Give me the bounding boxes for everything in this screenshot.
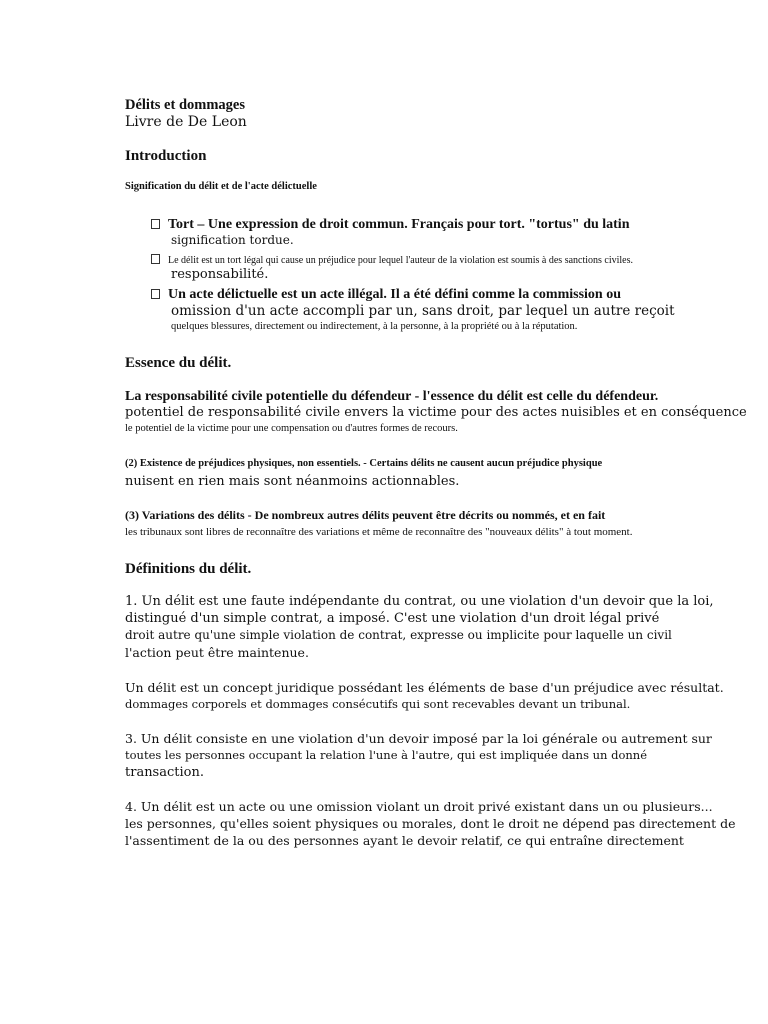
variations-line-2: les tribunaux sont libres de reconnaître des variations et même de reconnaître des "nouveaux délits" à tout moment.: [125, 526, 633, 538]
existence-line-1: (2) Existence de préjudices physiques, non essentiels. - Certains délits ne causent aucun préjudice physique: [125, 458, 603, 469]
heading-definitions: Définitions du délit.: [125, 561, 252, 577]
definition-1-line-2: distingué d'un simple contrat, a imposé. C'est une violation d'un droit légal privé: [125, 611, 660, 626]
bullet-tort: Tort – Une expression de droit commun. Français pour tort. "tortus" du latin: [151, 217, 630, 233]
definition-4-line-3: l'assentiment de la ou des personnes ayant le devoir relatif, ce qui entraîne directement: [125, 833, 684, 848]
existence-line-2: nuisent en rien mais sont néanmoins actionnables.: [125, 474, 460, 489]
definition-3-line-2: toutes les personnes occupant la relation l'une à l'autre, qui est impliquée dans un donné: [125, 748, 648, 762]
document-title: Délits et dommages: [125, 97, 246, 113]
variations-line-1: (3) Variations des délits - De nombreux autres délits peuvent être décrits ou nommés, et en fait: [125, 508, 606, 522]
bullet-delit-legal: Le délit est un tort légal qui cause un préjudice pour lequel l'auteur de la violation est soumis à des sanctions civiles.: [151, 254, 633, 267]
definition-2-line-2: dommages corporels et dommages consécutifs qui sont recevables devant un tribunal.: [125, 697, 631, 711]
bullet-acte-delictuel-cont: omission d'un acte accompli par un, sans droit, par lequel un autre reçoit: [171, 303, 675, 319]
bullet-delit-legal-cont: responsabilité.: [171, 267, 269, 282]
definition-4-line-2: les personnes, qu'elles soient physiques ou morales, dont le droit ne dépend pas directement de: [125, 816, 736, 831]
definition-1-line-4: l'action peut être maintenue.: [125, 645, 309, 660]
checkbox-icon: [151, 254, 160, 264]
subheading-signification: Signification du délit et de l'acte délictuelle: [125, 181, 317, 192]
heading-essence: Essence du délit.: [125, 355, 232, 371]
essence-line-2: potentiel de responsabilité civile envers la victime pour des actes nuisibles et en conséquence: [125, 405, 747, 420]
definition-1-line-1: 1. Un délit est une faute indépendante du contrat, ou une violation d'un devoir que la loi,: [125, 594, 714, 609]
bullet-acte-delictuel-cont2: quelques blessures, directement ou indirectement, à la personne, à la propriété ou à la réputation.: [171, 321, 578, 332]
checkbox-icon: [151, 219, 160, 229]
definition-3-line-1: 3. Un délit consiste en une violation d'un devoir imposé par la loi générale ou autrement sur: [125, 731, 712, 746]
checkbox-icon: [151, 289, 160, 299]
definition-4-line-1: 4. Un délit est un acte ou une omission violant un droit privé existant dans un ou plusieurs...: [125, 799, 713, 814]
essence-line-3: le potentiel de la victime pour une compensation ou d'autres formes de recours.: [125, 423, 458, 434]
heading-introduction: Introduction: [125, 148, 207, 164]
document-subtitle: Livre de De Leon: [125, 114, 247, 130]
bullet-acte-delictuel: Un acte délictuelle est un acte illégal. Il a été défini comme la commission ou: [151, 287, 621, 303]
bullet-tort-cont: signification tordue.: [171, 233, 294, 247]
essence-line-1: La responsabilité civile potentielle du défendeur - l'essence du délit est celle du défendeur.: [125, 389, 659, 404]
definition-3-line-3: transaction.: [125, 765, 204, 780]
definition-2-line-1: Un délit est un concept juridique possédant les éléments de base d'un préjudice avec résultat.: [125, 680, 724, 695]
definition-1-line-3: droit autre qu'une simple violation de contrat, expresse ou implicite pour laquelle un civil: [125, 628, 672, 642]
